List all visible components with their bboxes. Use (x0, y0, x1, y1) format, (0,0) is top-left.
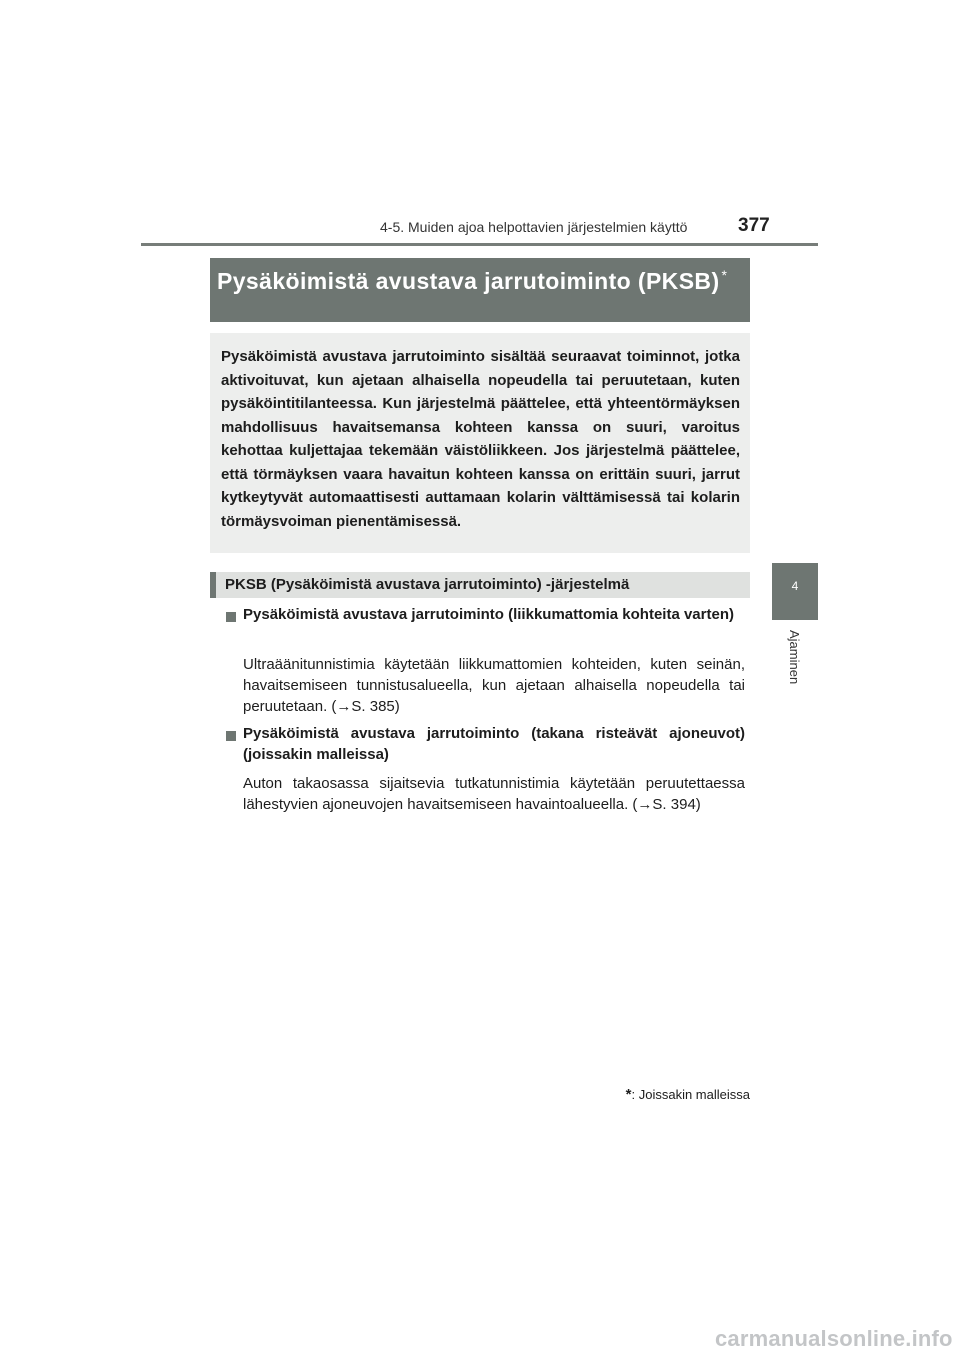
running-header: 4-5. Muiden ajoa helpottavien järjestelmien käyttö (380, 219, 688, 235)
title-footnote-marker: * (721, 267, 728, 283)
item-body: Ultraäänitunnistimia käytetään liikkumattomien kohteiden, kuten seinän, havaitsemiseen tunnistusalueella, kun ajetaan alhaisella nopeudella tai peruutetaan. (→S. 385) (243, 656, 745, 715)
footnote-marker: * (625, 1086, 632, 1103)
item-body: Auton takaosassa sijaitsevia tutkatunnistimia käytetään peruutettaessa lähestyvien ajoneuvojen havaitsemiseen havaintoalueella. (→S. 394) (243, 775, 745, 813)
page-number: 377 (738, 215, 770, 236)
intro-box: Pysäköimistä avustava jarrutoiminto sisältää seuraavat toiminnot, jotka aktivoituvat, kun ajetaan alhaisella nopeudella tai peruutetaan, kuten pysäköintitilanteessa. Kun järjestelmä päättelee, että yhteentörmäyksen mahdollisuus havaitsemansa kohteen kanssa on suuri, varoitus kehottaa kuljettajaa tekemään väistöliikkeen. Jos järjestelmä päättelee, että törmäyksen vaara havaitun kohteen kanssa on erittäin suuri, jarrut kytkeytyvät automaattisesti auttamaan kolarin välttämisessä tai kolarin törmäysvoiman pienentämisessä. (210, 333, 750, 553)
item-heading: Pysäköimistä avustava jarrutoiminto (takana risteävät ajoneuvot) (joissakin malleissa) (243, 725, 745, 763)
footnote (610, 1086, 750, 1103)
chapter-tab: 4 (772, 563, 818, 620)
bullet-square-icon (226, 612, 236, 622)
footnote-text: : Joissakin malleissa (631, 1087, 750, 1102)
chapter-tab-label: Ajaminen (787, 630, 802, 685)
watermark: carmanualsonline.info (715, 1326, 953, 1351)
header-divider (141, 243, 818, 246)
bullet-square-icon (226, 731, 236, 741)
section-title (210, 258, 750, 322)
subsection-heading: PKSB (Pysäköimistä avustava jarrutoiminto) -järjestelmä (210, 572, 750, 598)
item-heading: Pysäköimistä avustava jarrutoiminto (liikkumattomia kohteita varten) (243, 606, 734, 623)
section-title-text: Pysäköimistä avustava jarrutoiminto (PKSB) (217, 268, 720, 294)
